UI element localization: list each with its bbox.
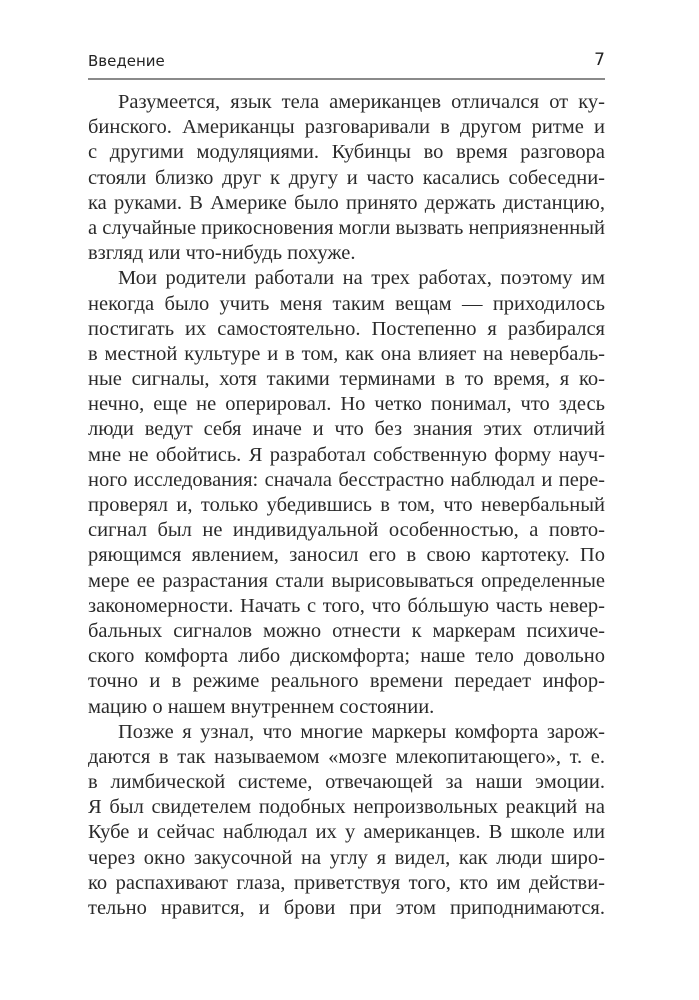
text-line: бальных сигналов можно отнести к маркерам психиче-	[88, 619, 605, 642]
paragraph	[88, 720, 605, 922]
text-line: взгляд или что-нибудь похуже.	[88, 242, 356, 265]
paragraph	[88, 90, 605, 266]
text-line: ского комфорта либо дискомфорта; наше тело довольно	[88, 645, 605, 668]
text-line: Позже я узнал, что многие маркеры комфорта зарож-	[118, 720, 605, 743]
text-line: а случайные прикосновения могли вызвать неприязненный	[88, 216, 605, 239]
page-body-text	[88, 90, 605, 921]
text-line: ко распахивают глаза, приветствуя того, кто им действи-	[88, 871, 605, 894]
page-number: 7	[594, 50, 605, 70]
running-header	[88, 50, 605, 80]
text-line: мацию о нашем внутреннем состоянии.	[88, 695, 435, 718]
text-line: некогда было учить меня таким вещам — приходилось	[88, 292, 605, 315]
text-line: мере ее разрастания стали вырисовываться определенные	[88, 569, 605, 592]
paragraph	[88, 266, 605, 719]
text-line: даются в так называемом «мозге млекопитающего», т. е.	[88, 745, 605, 768]
text-line: тельно нравится, и брови при этом приподнимаются.	[88, 897, 605, 919]
text-line: точно и в режиме реального времени передает инфор-	[88, 670, 605, 693]
text-line: люди ведут себя иначе и что без знания этих отличий	[88, 418, 605, 441]
text-line: мне не обойтись. Я разработал собственную форму науч-	[88, 443, 605, 466]
text-line: через окно закусочной на углу я видел, как люди широ-	[88, 846, 605, 869]
text-line: с другими модуляциями. Кубинцы во время разговора	[88, 141, 605, 164]
text-line: бинского. Американцы разговаривали в другом ритме и	[88, 116, 605, 139]
text-line: постигать их самостоятельно. Постепенно я разбирался	[88, 317, 605, 340]
text-line: стояли близко друг к другу и часто касались собеседни-	[88, 166, 605, 189]
text-line: проверял и, только убедившись в том, что невербальный	[88, 494, 605, 516]
text-line: ряющимся явлением, заносил его в свою картотеку. По	[88, 544, 605, 567]
text-line: Кубе и сейчас наблюдал их у американцев. В школе или	[88, 821, 605, 844]
text-line: в лимбической системе, отвечающей за наши эмоции.	[88, 771, 605, 794]
chapter-title: Введение	[88, 52, 165, 70]
text-line: Мои родители работали на трех работах, поэтому им	[118, 267, 605, 290]
text-line: ка руками. В Америке было принято держать дистанцию,	[88, 191, 605, 214]
text-line: закономерности. Начать с того, что бóльшую часть невер-	[88, 594, 605, 617]
text-line: в местной культуре и в том, как она влияет на невербаль-	[88, 342, 605, 365]
text-line: Я был свидетелем подобных непроизвольных реакций на	[88, 796, 605, 819]
text-line: ного исследования: сначала бесстрастно наблюдал и пере-	[88, 468, 605, 491]
text-line: Разумеется, язык тела американцев отличался от ку-	[118, 91, 605, 113]
text-line: сигнал был не индивидуальной особенностью, а повто-	[88, 519, 605, 542]
text-line: ные сигналы, хотя такими терминами в то время, я ко-	[88, 368, 605, 391]
text-line: нечно, еще не оперировал. Но четко понимал, что здесь	[88, 393, 605, 416]
